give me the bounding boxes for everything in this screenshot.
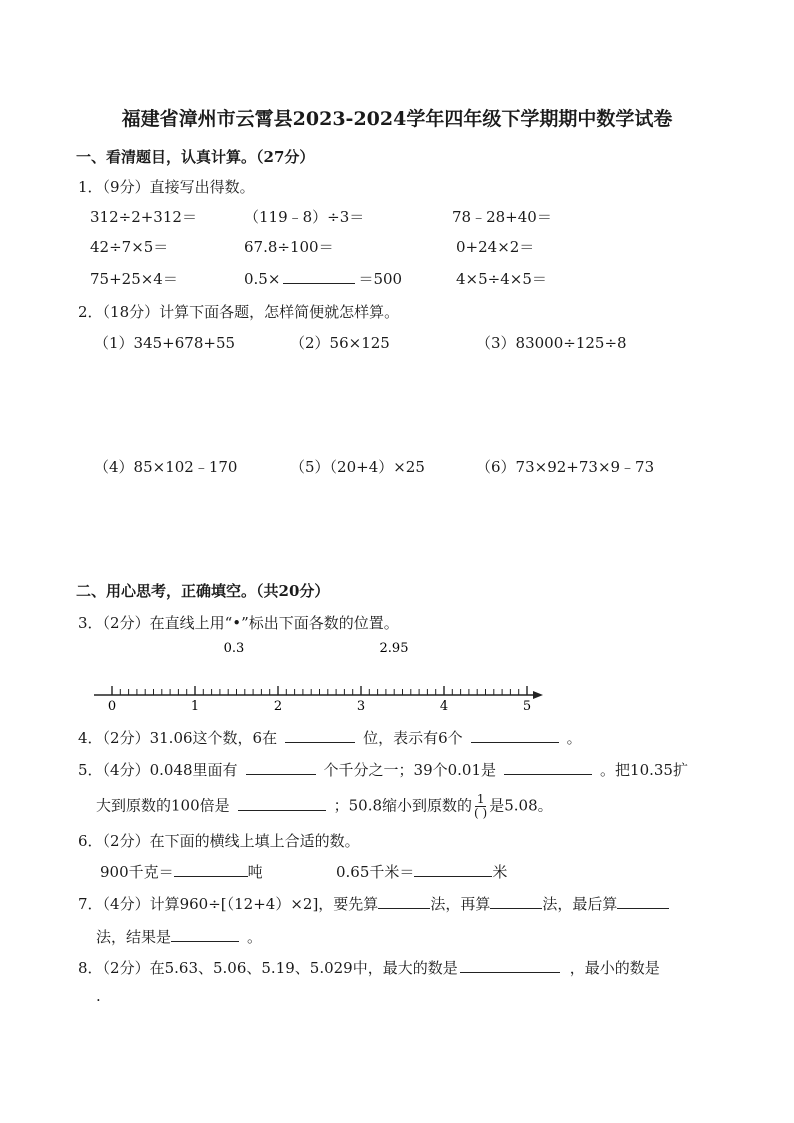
q1-item: 0.5× <box>244 270 281 288</box>
q1-item: 78﹣28+40＝ <box>452 208 552 226</box>
q2-item: （3）83000÷125÷8 <box>476 334 627 352</box>
q7-text: 7．（4分）计算960÷[（12+4）×2]，要先算 <box>78 895 379 913</box>
marker-label: 2.95 <box>379 641 409 656</box>
answer-blank[interactable] <box>460 957 560 973</box>
tick-label: 0 <box>107 699 117 714</box>
number-line[interactable] <box>88 636 550 716</box>
q8-line2: . <box>96 987 101 1005</box>
fraction <box>474 793 487 820</box>
fraction-numerator: 1 <box>476 792 485 806</box>
q4-text: 位，表示有6个 <box>363 729 463 747</box>
q1-item: ＝500 <box>358 270 403 288</box>
q5-text: 是5.08。 <box>489 796 553 815</box>
page-title: 福建省漳州市云霄县2023-2024学年四年级下学期期中数学试卷 <box>121 108 673 130</box>
q3-label: 3．（2分）在直线上用“•”标出下面各数的位置。 <box>78 614 399 632</box>
answer-blank[interactable] <box>471 727 559 743</box>
q6-text: 米 <box>492 863 508 881</box>
q7-text: 法，最后算 <box>542 895 618 913</box>
q8-text: 8．（2分）在5.63、5.06、5.19、5.029中，最大的数是 <box>78 959 458 977</box>
q1-item-blank-row <box>244 268 402 289</box>
q5-text: 。把10.35扩 <box>600 761 688 779</box>
q1-item: 67.8÷100＝ <box>244 238 334 256</box>
q1-label: 1．（9分）直接写出得数。 <box>78 178 255 196</box>
section-1-heading: 一、看清题目，认真计算。（27分） <box>76 148 315 166</box>
q8-text: ，最小的数是 <box>569 959 660 977</box>
q5-text: 个千分之一；39个0.01是 <box>323 761 497 779</box>
q6-text: 900千克＝ <box>100 863 174 881</box>
q2-label: 2．（18分）计算下面各题，怎样简便就怎样算。 <box>78 303 400 321</box>
q2-item: （6）73×92+73×9﹣73 <box>476 458 655 476</box>
tick-label: 2 <box>273 699 283 714</box>
tick-label: 5 <box>522 699 532 714</box>
arrow-head-icon <box>533 691 543 699</box>
answer-blank[interactable] <box>238 795 326 811</box>
q6-text: 0.65千米＝ <box>336 863 415 881</box>
q5-text: 5．（4分）0.048里面有 <box>78 761 238 779</box>
q4-text: 4．（2分）31.06这个数，6在 <box>78 729 278 747</box>
q1-item: 75+25×4＝ <box>90 270 178 288</box>
q1-item: 312÷2+312＝ <box>90 208 197 226</box>
q7-text: 。 <box>247 928 263 946</box>
answer-blank[interactable] <box>414 861 492 877</box>
answer-blank[interactable] <box>285 727 355 743</box>
tick-label: 4 <box>439 699 449 714</box>
q6-label: 6．（2分）在下面的横线上填上合适的数。 <box>78 832 360 850</box>
q1-item: 4×5÷4×5＝ <box>456 270 547 288</box>
section-2-heading: 二、用心思考，正确填空。（共20分） <box>76 582 330 600</box>
q5-line2 <box>96 793 553 820</box>
q1-item: 42÷7×5＝ <box>90 238 169 256</box>
answer-blank[interactable] <box>617 893 669 909</box>
q2-item: （4）85×102﹣170 <box>94 458 238 476</box>
tick-label: 1 <box>190 699 200 714</box>
q1-item: （119﹣8）÷3＝ <box>244 208 365 226</box>
q1-item: 0+24×2＝ <box>456 238 535 256</box>
tick-label: 3 <box>356 699 366 714</box>
q5-text: 大到原数的100倍是 <box>96 796 230 815</box>
q6-row <box>336 861 507 882</box>
q5-line1 <box>78 759 688 780</box>
tick-group <box>112 686 527 695</box>
q7-line1 <box>78 893 669 914</box>
q2-item: （1）345+678+55 <box>94 334 236 352</box>
q4-text: 。 <box>566 729 582 747</box>
answer-blank[interactable] <box>174 861 248 877</box>
q6-text: 吨 <box>247 863 263 881</box>
q7-line2 <box>96 926 262 947</box>
q8-line1 <box>78 957 660 978</box>
answer-blank[interactable] <box>504 759 592 775</box>
answer-blank[interactable] <box>246 759 316 775</box>
q4 <box>78 727 582 748</box>
answer-blank[interactable] <box>378 893 430 909</box>
q2-item: （5）（20+4）×25 <box>290 458 425 476</box>
q2-item: （2）56×125 <box>290 334 390 352</box>
fraction-denominator[interactable]: ( ) <box>474 806 488 820</box>
answer-blank[interactable] <box>283 268 355 284</box>
q7-text: 法，再算 <box>430 895 491 913</box>
answer-blank[interactable] <box>490 893 542 909</box>
marker-label: 0.3 <box>223 641 245 656</box>
q5-text: ；50.8缩小到原数的 <box>333 796 473 815</box>
q6-row <box>100 861 263 882</box>
answer-blank[interactable] <box>171 926 239 942</box>
q7-text: 法，结果是 <box>96 928 172 946</box>
